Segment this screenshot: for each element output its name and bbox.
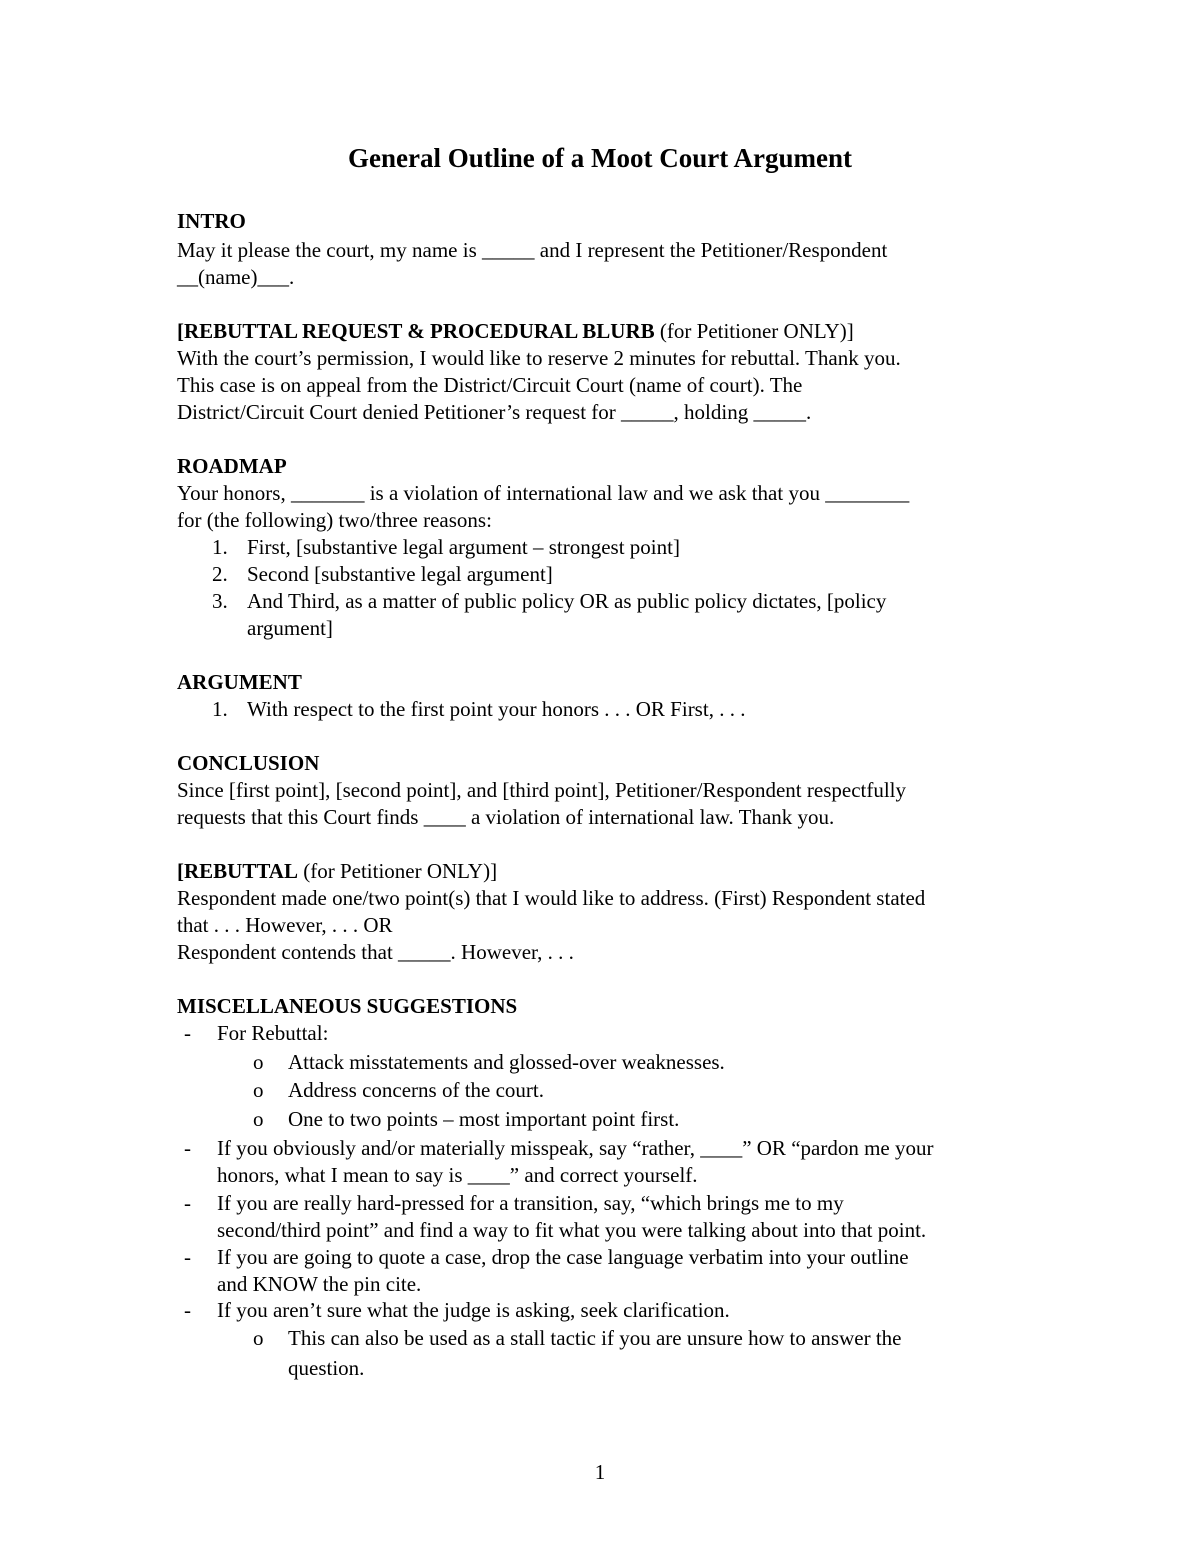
misc-heading: MISCELLANEOUS SUGGESTIONS	[177, 994, 518, 1018]
misc-item-line: second/third point” and find a way to fit what you were talking about into that point.	[217, 1218, 927, 1242]
dash-bullet: -	[184, 1021, 191, 1045]
roadmap-item-number: 2.	[212, 562, 228, 586]
roadmap-item-number: 3.	[212, 589, 228, 613]
dash-bullet: -	[184, 1191, 191, 1215]
intro-heading: INTRO	[177, 209, 246, 233]
rebuttal-heading-note: (for Petitioner ONLY)]	[297, 859, 498, 883]
misc-sub-item: This can also be used as a stall tactic if you are unsure how to answer the	[288, 1326, 902, 1350]
intro-line-2: __(name)___.	[177, 265, 295, 289]
rebuttal-request-line-1: With the court’s permission, I would like to reserve 2 minutes for rebuttal. Thank you.	[177, 346, 901, 370]
misc-item-for-rebuttal: For Rebuttal:	[217, 1021, 329, 1045]
roadmap-item-continuation: argument]	[247, 616, 333, 640]
circle-bullet-icon: o	[253, 1326, 264, 1350]
rebuttal-heading-bold: [REBUTTAL	[177, 859, 298, 883]
misc-item-line: If you are going to quote a case, drop the case language verbatim into your outline	[217, 1245, 909, 1269]
misc-item-line: honors, what I mean to say is ____” and correct yourself.	[217, 1163, 698, 1187]
misc-item-line: and KNOW the pin cite.	[217, 1272, 422, 1296]
dash-bullet: -	[184, 1136, 191, 1160]
roadmap-item-text: And Third, as a matter of public policy OR as public policy dictates, [policy	[247, 589, 887, 613]
misc-item-line: If you aren’t sure what the judge is asking, seek clarification.	[217, 1298, 730, 1322]
argument-item-number: 1.	[212, 697, 228, 721]
argument-item-text: With respect to the first point your honors . . . OR First, . . .	[247, 697, 746, 721]
circle-bullet-icon: o	[253, 1078, 264, 1102]
intro-line-1: May it please the court, my name is _____ and I represent the Petitioner/Respondent	[177, 238, 888, 262]
rebuttal-heading	[177, 858, 497, 885]
conclusion-heading: CONCLUSION	[177, 751, 320, 775]
roadmap-line-1: Your honors, _______ is a violation of international law and we ask that you ________	[177, 481, 910, 505]
rebuttal-request-heading	[177, 318, 854, 345]
rebuttal-line-1: Respondent made one/two point(s) that I would like to address. (First) Respondent stated	[177, 886, 926, 910]
dash-bullet: -	[184, 1245, 191, 1269]
misc-sub-item: Attack misstatements and glossed-over weaknesses.	[288, 1050, 725, 1074]
page-number: 1	[594, 1460, 606, 1484]
roadmap-item-text: First, [substantive legal argument – strongest point]	[247, 535, 680, 559]
misc-sub-item-continuation: question.	[288, 1356, 365, 1380]
rebuttal-request-heading-note: (for Petitioner ONLY)]	[654, 319, 854, 343]
circle-bullet-icon: o	[253, 1050, 264, 1074]
roadmap-item-number: 1.	[212, 535, 228, 559]
misc-sub-item: One to two points – most important point first.	[288, 1107, 680, 1131]
circle-bullet-icon: o	[253, 1107, 264, 1131]
roadmap-line-2: for (the following) two/three reasons:	[177, 508, 492, 532]
document-title: General Outline of a Moot Court Argument	[348, 143, 852, 173]
conclusion-line-2: requests that this Court finds ____ a violation of international law. Thank you.	[177, 805, 835, 829]
dash-bullet: -	[184, 1298, 191, 1322]
rebuttal-request-heading-bold: [REBUTTAL REQUEST & PROCEDURAL BLURB	[177, 319, 655, 343]
rebuttal-line-2: that . . . However, . . . OR	[177, 913, 393, 937]
rebuttal-line-3: Respondent contends that _____. However, . . .	[177, 940, 574, 964]
roadmap-item-text: Second [substantive legal argument]	[247, 562, 553, 586]
misc-sub-item: Address concerns of the court.	[288, 1078, 544, 1102]
argument-heading: ARGUMENT	[177, 670, 302, 694]
roadmap-heading: ROADMAP	[177, 454, 287, 478]
rebuttal-request-line-3: District/Circuit Court denied Petitioner’s request for _____, holding _____.	[177, 400, 812, 424]
conclusion-line-1: Since [first point], [second point], and [third point], Petitioner/Respondent respectfully	[177, 778, 907, 802]
misc-item-line: If you obviously and/or materially misspeak, say “rather, ____” OR “pardon me your	[217, 1136, 934, 1160]
misc-item-line: If you are really hard-pressed for a transition, say, “which brings me to my	[217, 1191, 844, 1215]
rebuttal-request-line-2: This case is on appeal from the District/Circuit Court (name of court). The	[177, 373, 803, 397]
